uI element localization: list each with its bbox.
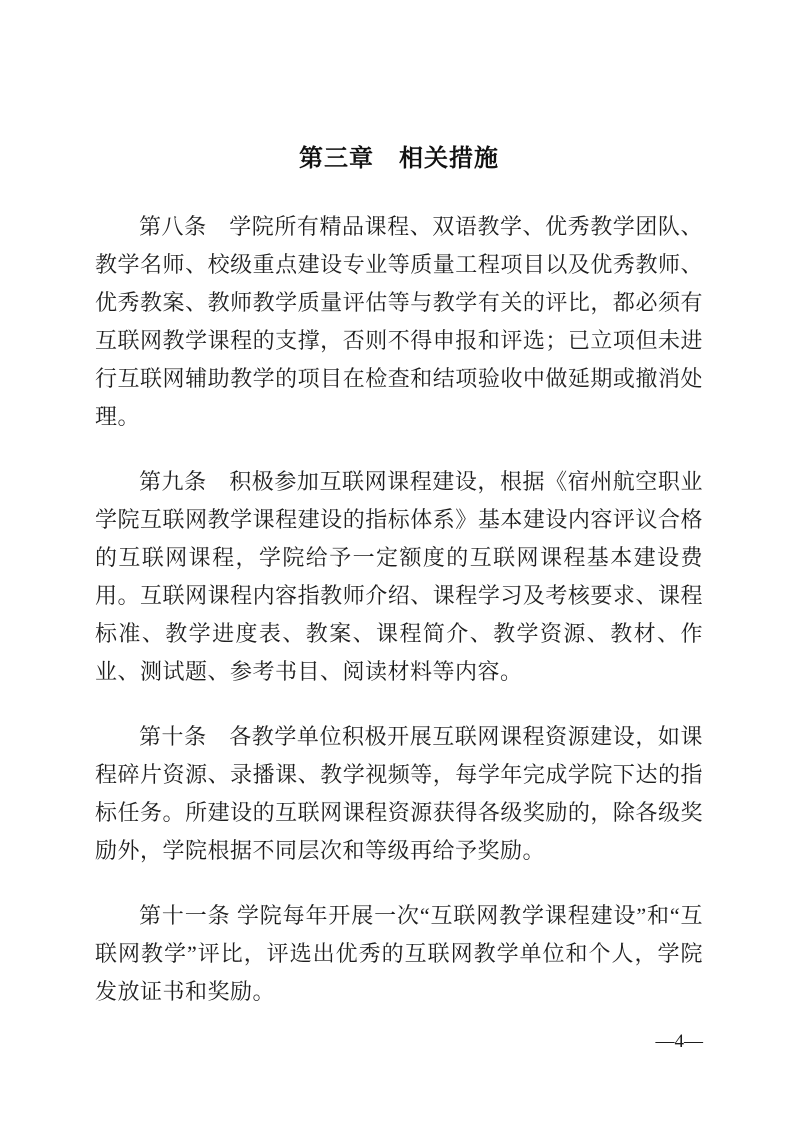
paragraph-article-8: 第八条 学院所有精品课程、双语教学、优秀教学团队、教学名师、校级重点建设专业等质量工程项目以及优秀教师、优秀教案、教师教学质量评估等与教学有关的评比，都必须有互联网教学课程的支撑，否则不得申报和评选；已立项但未进行互联网辅助教学的项目在检查和结项验收中做延期或撤消处理。 xyxy=(95,214,703,429)
document-content xyxy=(95,143,703,1011)
chapter-title: 第三章 相关措施 xyxy=(299,146,499,172)
paragraph-article-11: 第十一条 学院每年开展一次“互联网教学课程建设”和“互联网教学”评比，评选出优秀的互联网教学单位和个人，学院发放证书和奖励。 xyxy=(95,903,703,1004)
paragraph-article-9: 第九条 积极参加互联网课程建设，根据《宿州航空职业学院互联网教学课程建设的指标体系》基本建设内容评议合格的互联网课程，学院给予一定额度的互联网课程基本建设费用。互联网课程内容指教师介绍、课程学习及考核要求、课程标准、教学进度表、教案、课程简介、教学资源、教材、作业、测试题、参考书目、阅读材料等内容。 xyxy=(95,469,703,684)
paragraph-article-10: 第十条 各教学单位积极开展互联网课程资源建设，如课程碎片资源、录播课、教学视频等，每学年完成学院下达的指标任务。所建设的互联网课程资源获得各级奖励的，除各级奖励外，学院根据不同层次和等级再给予奖励。 xyxy=(95,724,703,863)
page-number: —4— xyxy=(655,1031,703,1052)
